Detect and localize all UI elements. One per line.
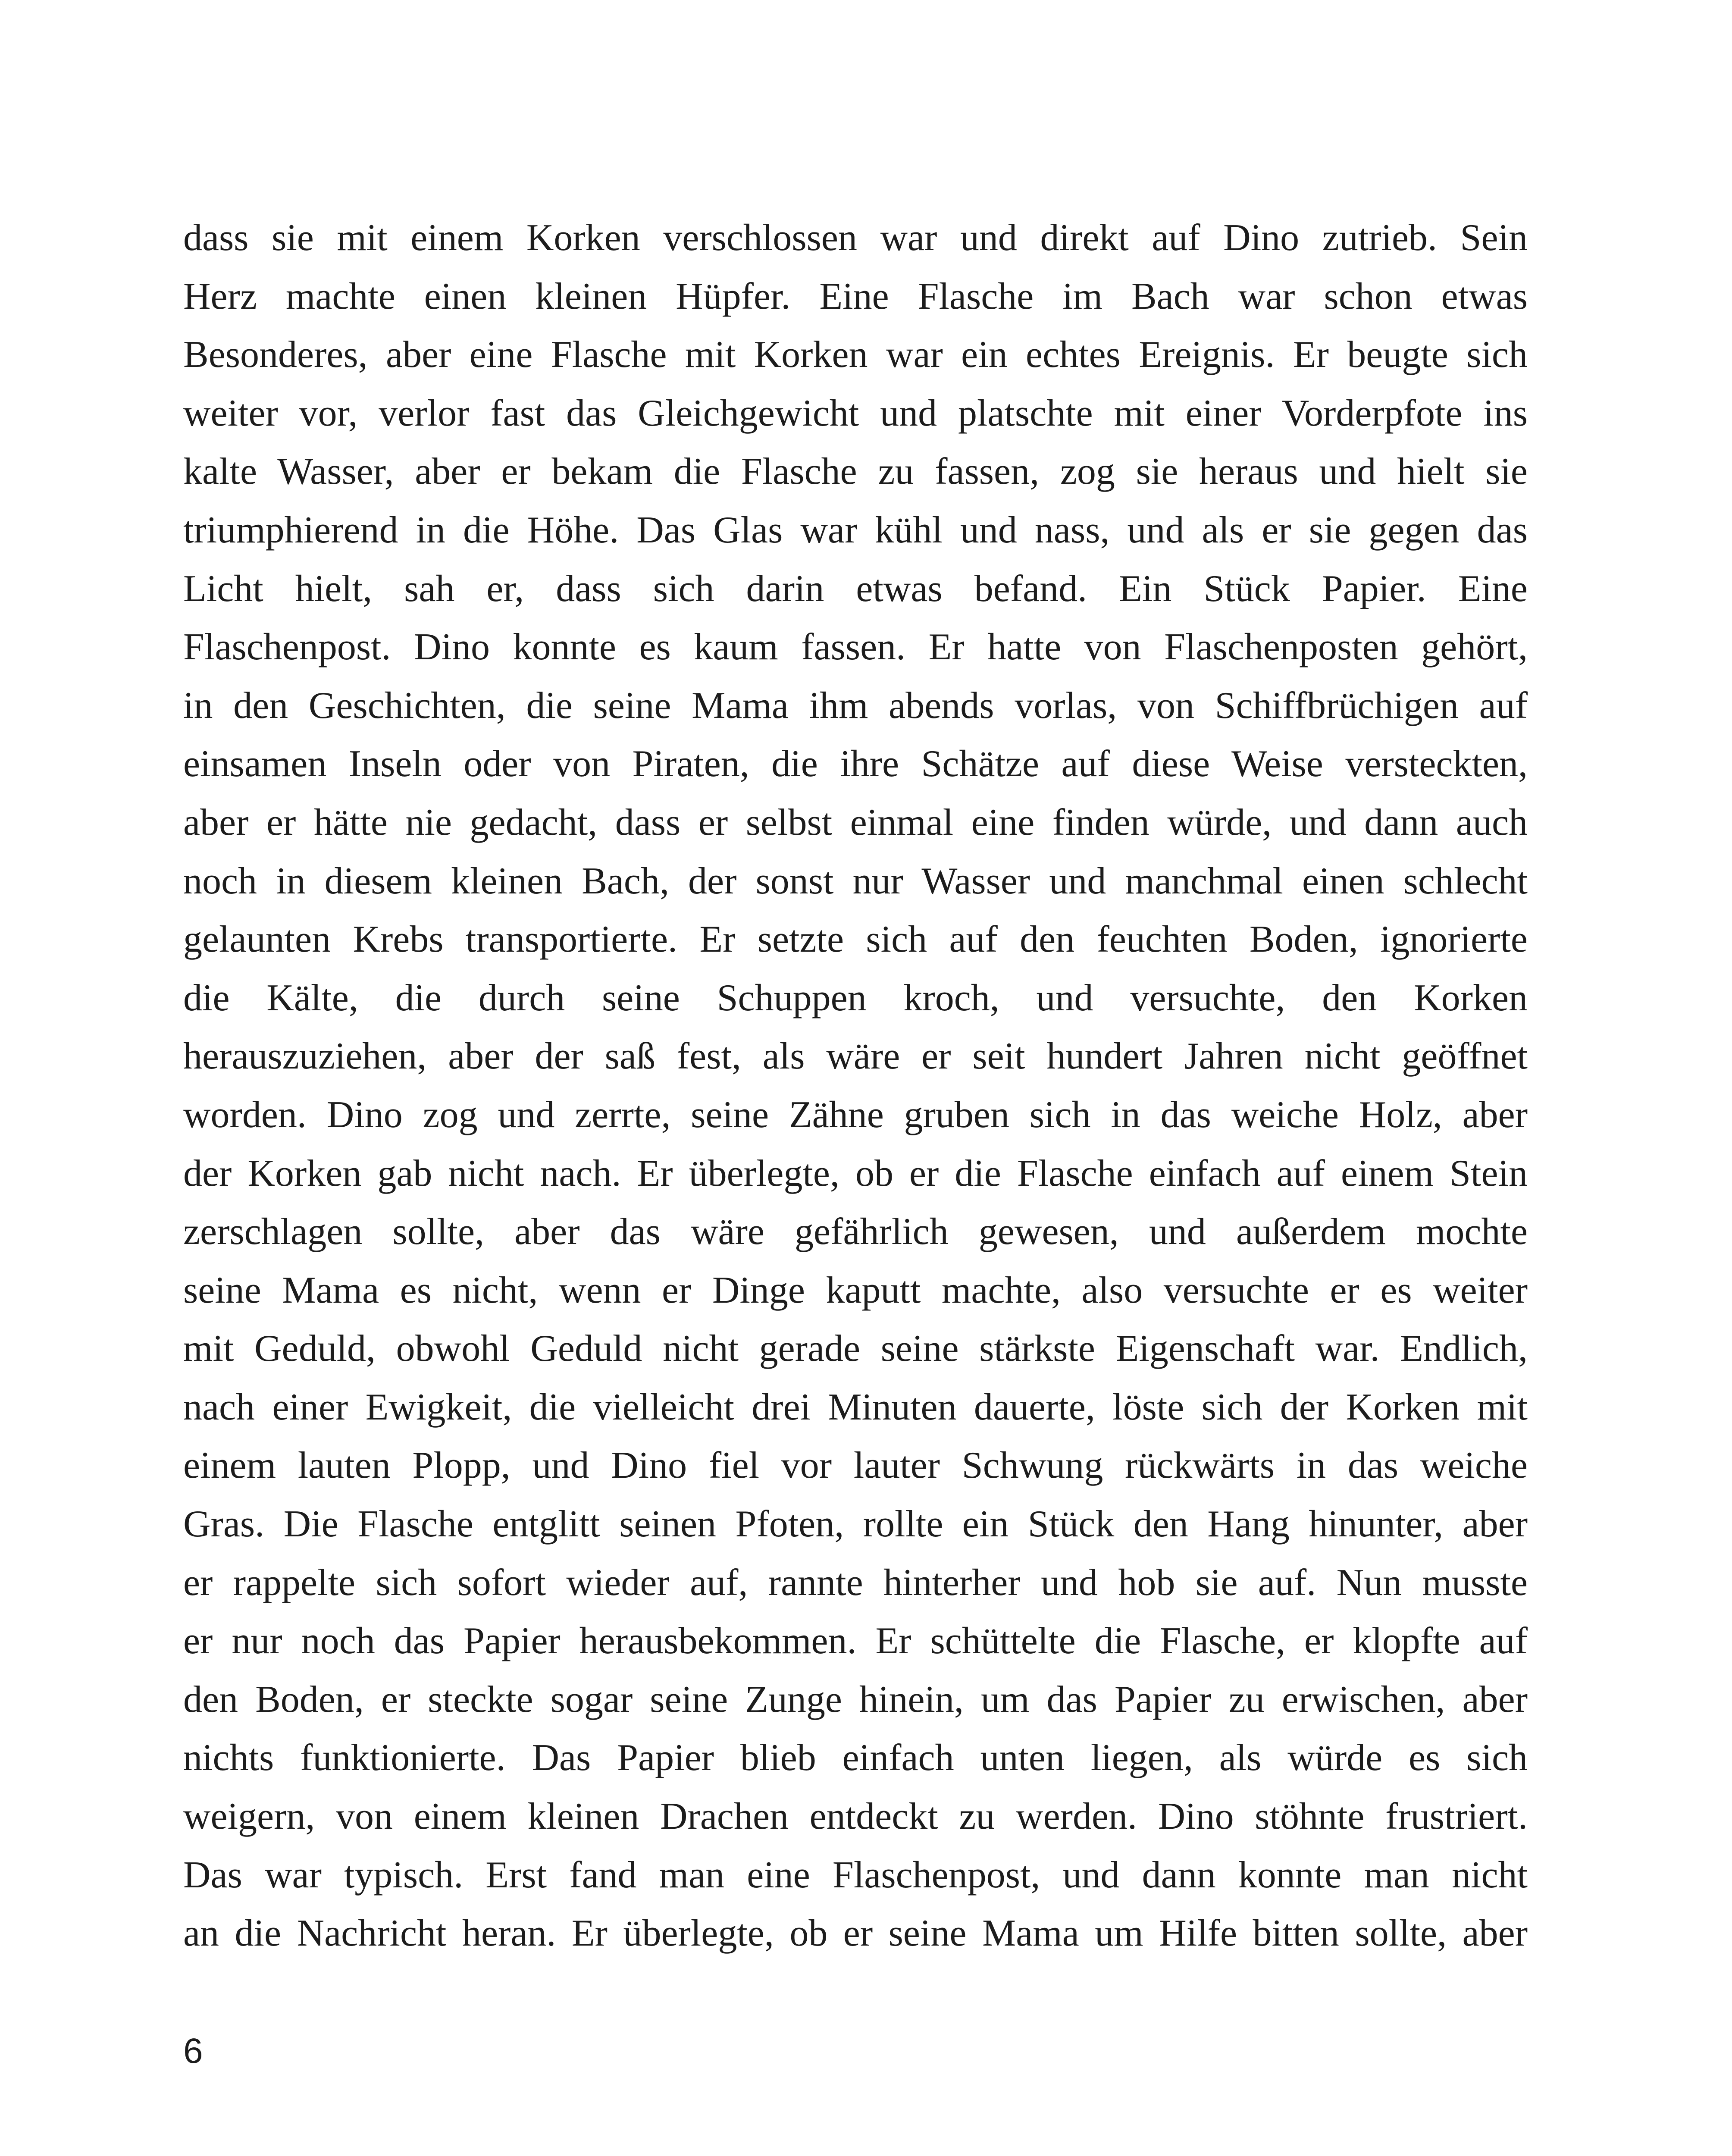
text-line: dass sie mit einem Korken verschlossen war und direkt auf Dino zutrieb. Sein: [183, 217, 1528, 259]
text-line: an die Nachricht heran. Er überlegte, ob er seine Mama um Hilfe bitten sollte, aber: [183, 1912, 1528, 1955]
text-line: aber er hätte nie gedacht, dass er selbst einmal eine finden würde, und dann auch: [183, 801, 1528, 843]
text-line: Licht hielt, sah er, dass sich darin etwas befand. Ein Stück Papier. Eine: [183, 567, 1528, 610]
text-line: gelaunten Krebs transportierte. Er setzte sich auf den feuchten Boden, ignorierte: [183, 918, 1528, 961]
text-line: Besonderes, aber eine Flasche mit Korken war ein echtes Ereignis. Er beugte sich: [183, 334, 1528, 376]
page-number: 6: [183, 2031, 203, 2071]
text-line: einem lauten Plopp, und Dino fiel vor lauter Schwung rückwärts in das weiche: [183, 1445, 1528, 1487]
text-line: nach einer Ewigkeit, die vielleicht drei Minuten dauerte, löste sich der Korken mit: [183, 1386, 1528, 1428]
text-line: weigern, von einem kleinen Drachen entdeckt zu werden. Dino stöhnte frustriert.: [183, 1796, 1528, 1838]
text-line: Das war typisch. Erst fand man eine Flaschenpost, und dann konnte man nicht: [183, 1854, 1528, 1896]
text-line: Flaschenpost. Dino konnte es kaum fassen. Er hatte von Flaschenposten gehört,: [183, 626, 1528, 668]
text-line: worden. Dino zog und zerrte, seine Zähne gruben sich in das weiche Holz, aber: [183, 1094, 1528, 1136]
text-line: Gras. Die Flasche entglitt seinen Pfoten, rollte ein Stück den Hang hinunter, aber: [183, 1503, 1528, 1545]
text-line: mit Geduld, obwohl Geduld nicht gerade seine stärkste Eigenschaft war. Endlich,: [183, 1328, 1528, 1370]
text-line: den Boden, er steckte sogar seine Zunge hinein, um das Papier zu erwischen, aber: [183, 1678, 1528, 1720]
text-line: nichts funktionierte. Das Papier blieb einfach unten liegen, als würde es sich: [183, 1737, 1528, 1779]
text-line: triumphierend in die Höhe. Das Glas war kühl und nass, und als er sie gegen das: [183, 509, 1528, 551]
text-line: in den Geschichten, die seine Mama ihm abends vorlas, von Schiffbrüchigen auf: [183, 684, 1528, 727]
text-line: er rappelte sich sofort wieder auf, rannte hinterher und hob sie auf. Nun musste: [183, 1561, 1528, 1604]
text-line: herauszuziehen, aber der saß fest, als wäre er seit hundert Jahren nicht geöffnet: [183, 1035, 1528, 1078]
text-line: kalte Wasser, aber er bekam die Flasche zu fassen, zog sie heraus und hielt sie: [183, 451, 1528, 493]
body-text: [183, 209, 1528, 1963]
text-line: er nur noch das Papier herausbekommen. Er schüttelte die Flasche, er klopfte auf: [183, 1620, 1528, 1662]
text-line: noch in diesem kleinen Bach, der sonst nur Wasser und manchmal einen schlecht: [183, 860, 1528, 902]
text-line: zerschlagen sollte, aber das wäre gefährlich gewesen, und außerdem mochte: [183, 1211, 1528, 1253]
text-line: die Kälte, die durch seine Schuppen kroch, und versuchte, den Korken: [183, 977, 1528, 1019]
text-line: weiter vor, verlor fast das Gleichgewicht und platschte mit einer Vorderpfote ins: [183, 392, 1528, 434]
text-line: der Korken gab nicht nach. Er überlegte, ob er die Flasche einfach auf einem Stein: [183, 1152, 1528, 1194]
text-line: Herz machte einen kleinen Hüpfer. Eine Flasche im Bach war schon etwas: [183, 275, 1528, 317]
text-line: seine Mama es nicht, wenn er Dinge kaputt machte, also versuchte er es weiter: [183, 1269, 1528, 1311]
text-line: einsamen Inseln oder von Piraten, die ihre Schätze auf diese Weise versteckten,: [183, 743, 1528, 785]
